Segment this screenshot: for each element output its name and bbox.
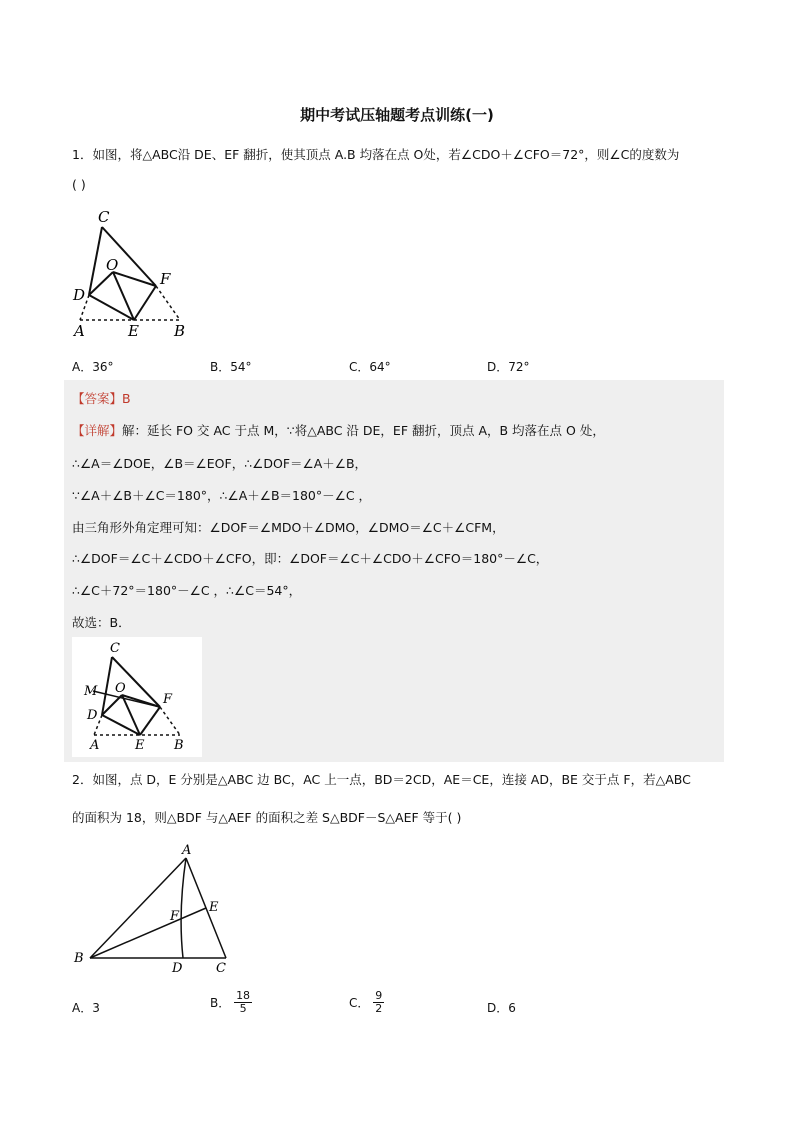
q2-option-d[interactable]: D．6: [487, 1001, 516, 1015]
q2-label-a: A: [182, 843, 192, 858]
q1-fig2-label-o: O: [115, 681, 126, 696]
q1-stem-line1: 1．如图，将△ABC沿 DE、EF 翻折，使其顶点 A.B 均落在点 O处，若∠CDO＋∠CFO＝72°，则∠C的度数为: [72, 147, 680, 162]
q2-options: [72, 990, 722, 1030]
q2-option-c-fraction: $\frac{9}{2}$: [375, 989, 383, 1016]
q1-answer: [72, 389, 131, 407]
q1-fig2-label-d: D: [87, 708, 98, 723]
q2-label-f: F: [170, 909, 180, 924]
q1-option-b[interactable]: B．54°: [210, 360, 252, 374]
q1-label-c: C: [98, 208, 110, 226]
detail-tag: 【详解】: [72, 423, 123, 438]
q1-detail-line-5: ∴∠DOF＝∠C＋∠CDO＋∠CFO，即：∠DOF＝∠C＋∠CDO＋∠CFO＝180°－∠C，: [72, 551, 549, 566]
q1-detail-line-6: ∴∠C＋72°＝180°－∠C ，∴∠C＝54°，: [72, 583, 302, 598]
q1-fig2-label-m: M: [84, 684, 98, 699]
q1-label-a: A: [74, 322, 85, 340]
q1-fig2-label-c: C: [110, 641, 120, 656]
q2-stem-line2: 的面积为 18，则△BDF 与△AEF 的面积之差 S△BDF－S△AEF 等于( ): [72, 810, 462, 825]
q1-fig2-label-f: F: [163, 692, 173, 707]
q1-stem-line2: ( ): [72, 177, 86, 192]
q1-label-f: F: [160, 270, 171, 288]
q2-label-c: C: [216, 961, 226, 976]
answer-value: B: [122, 391, 131, 406]
q1-detail-line-3: ∵∠A＋∠B＋∠C＝180°，∴∠A＋∠B＝180°－∠C ，: [72, 488, 372, 503]
q1-detail-line-7: 故选：B．: [72, 615, 131, 630]
q2-stem-line1: 2．如图，点 D，E 分别是△ABC 边 BC，AC 上一点，BD＝2CD，AE＝CE，连接 AD，BE 交于点 F，若△ABC: [72, 772, 691, 787]
q1-answer-panel: [64, 380, 724, 762]
q1-detail-line-4: 由三角形外角定理可知：∠DOF＝∠MDO＋∠DMO，∠DMO＝∠C＋∠CFM，: [72, 520, 505, 535]
q1-option-c[interactable]: C．64°: [349, 360, 391, 374]
q1-fig2-label-e: E: [135, 738, 145, 753]
q1-detail-line-1: 【详解】解：延长 FO 交 AC 于点 M，∵将△ABC 沿 DE，EF 翻折，顶点 A，B 均落在点 O 处，: [72, 423, 605, 438]
q1-label-e: E: [128, 322, 139, 340]
q2-figure: [70, 842, 240, 978]
q1-detail-line-2: ∴∠A＝∠DOE，∠B＝∠EOF，∴∠DOF＝∠A＋∠B，: [72, 456, 368, 471]
q2-label-d: D: [172, 961, 183, 976]
q1-fig2-label-a: A: [90, 738, 100, 753]
q2-label-e: E: [209, 900, 219, 915]
q1-option-a[interactable]: A．36°: [72, 360, 114, 374]
q1-label-d: D: [73, 286, 86, 304]
q1-fig2-label-b: B: [174, 738, 184, 753]
q1-option-d[interactable]: D．72°: [487, 360, 530, 374]
q1-label-o: O: [106, 256, 119, 274]
q1-figure: [66, 200, 196, 342]
q2-option-a[interactable]: A．3: [72, 1001, 100, 1015]
page-title: 期中考试压轴题考点训练(一): [300, 106, 494, 124]
q2-option-b-fraction: $\frac{18}{5}$: [236, 989, 251, 1016]
q2-option-c[interactable]: C． $\frac{9}{2}$: [349, 989, 383, 1016]
q2-option-b[interactable]: B． $\frac{18}{5}$: [210, 989, 251, 1016]
q1-answer-figure: [72, 637, 202, 757]
answer-tag: 【答案】: [72, 391, 123, 406]
q1-answer-figure-frame: [72, 637, 202, 757]
q2-label-b: B: [74, 951, 84, 966]
q1-label-b: B: [174, 322, 186, 340]
